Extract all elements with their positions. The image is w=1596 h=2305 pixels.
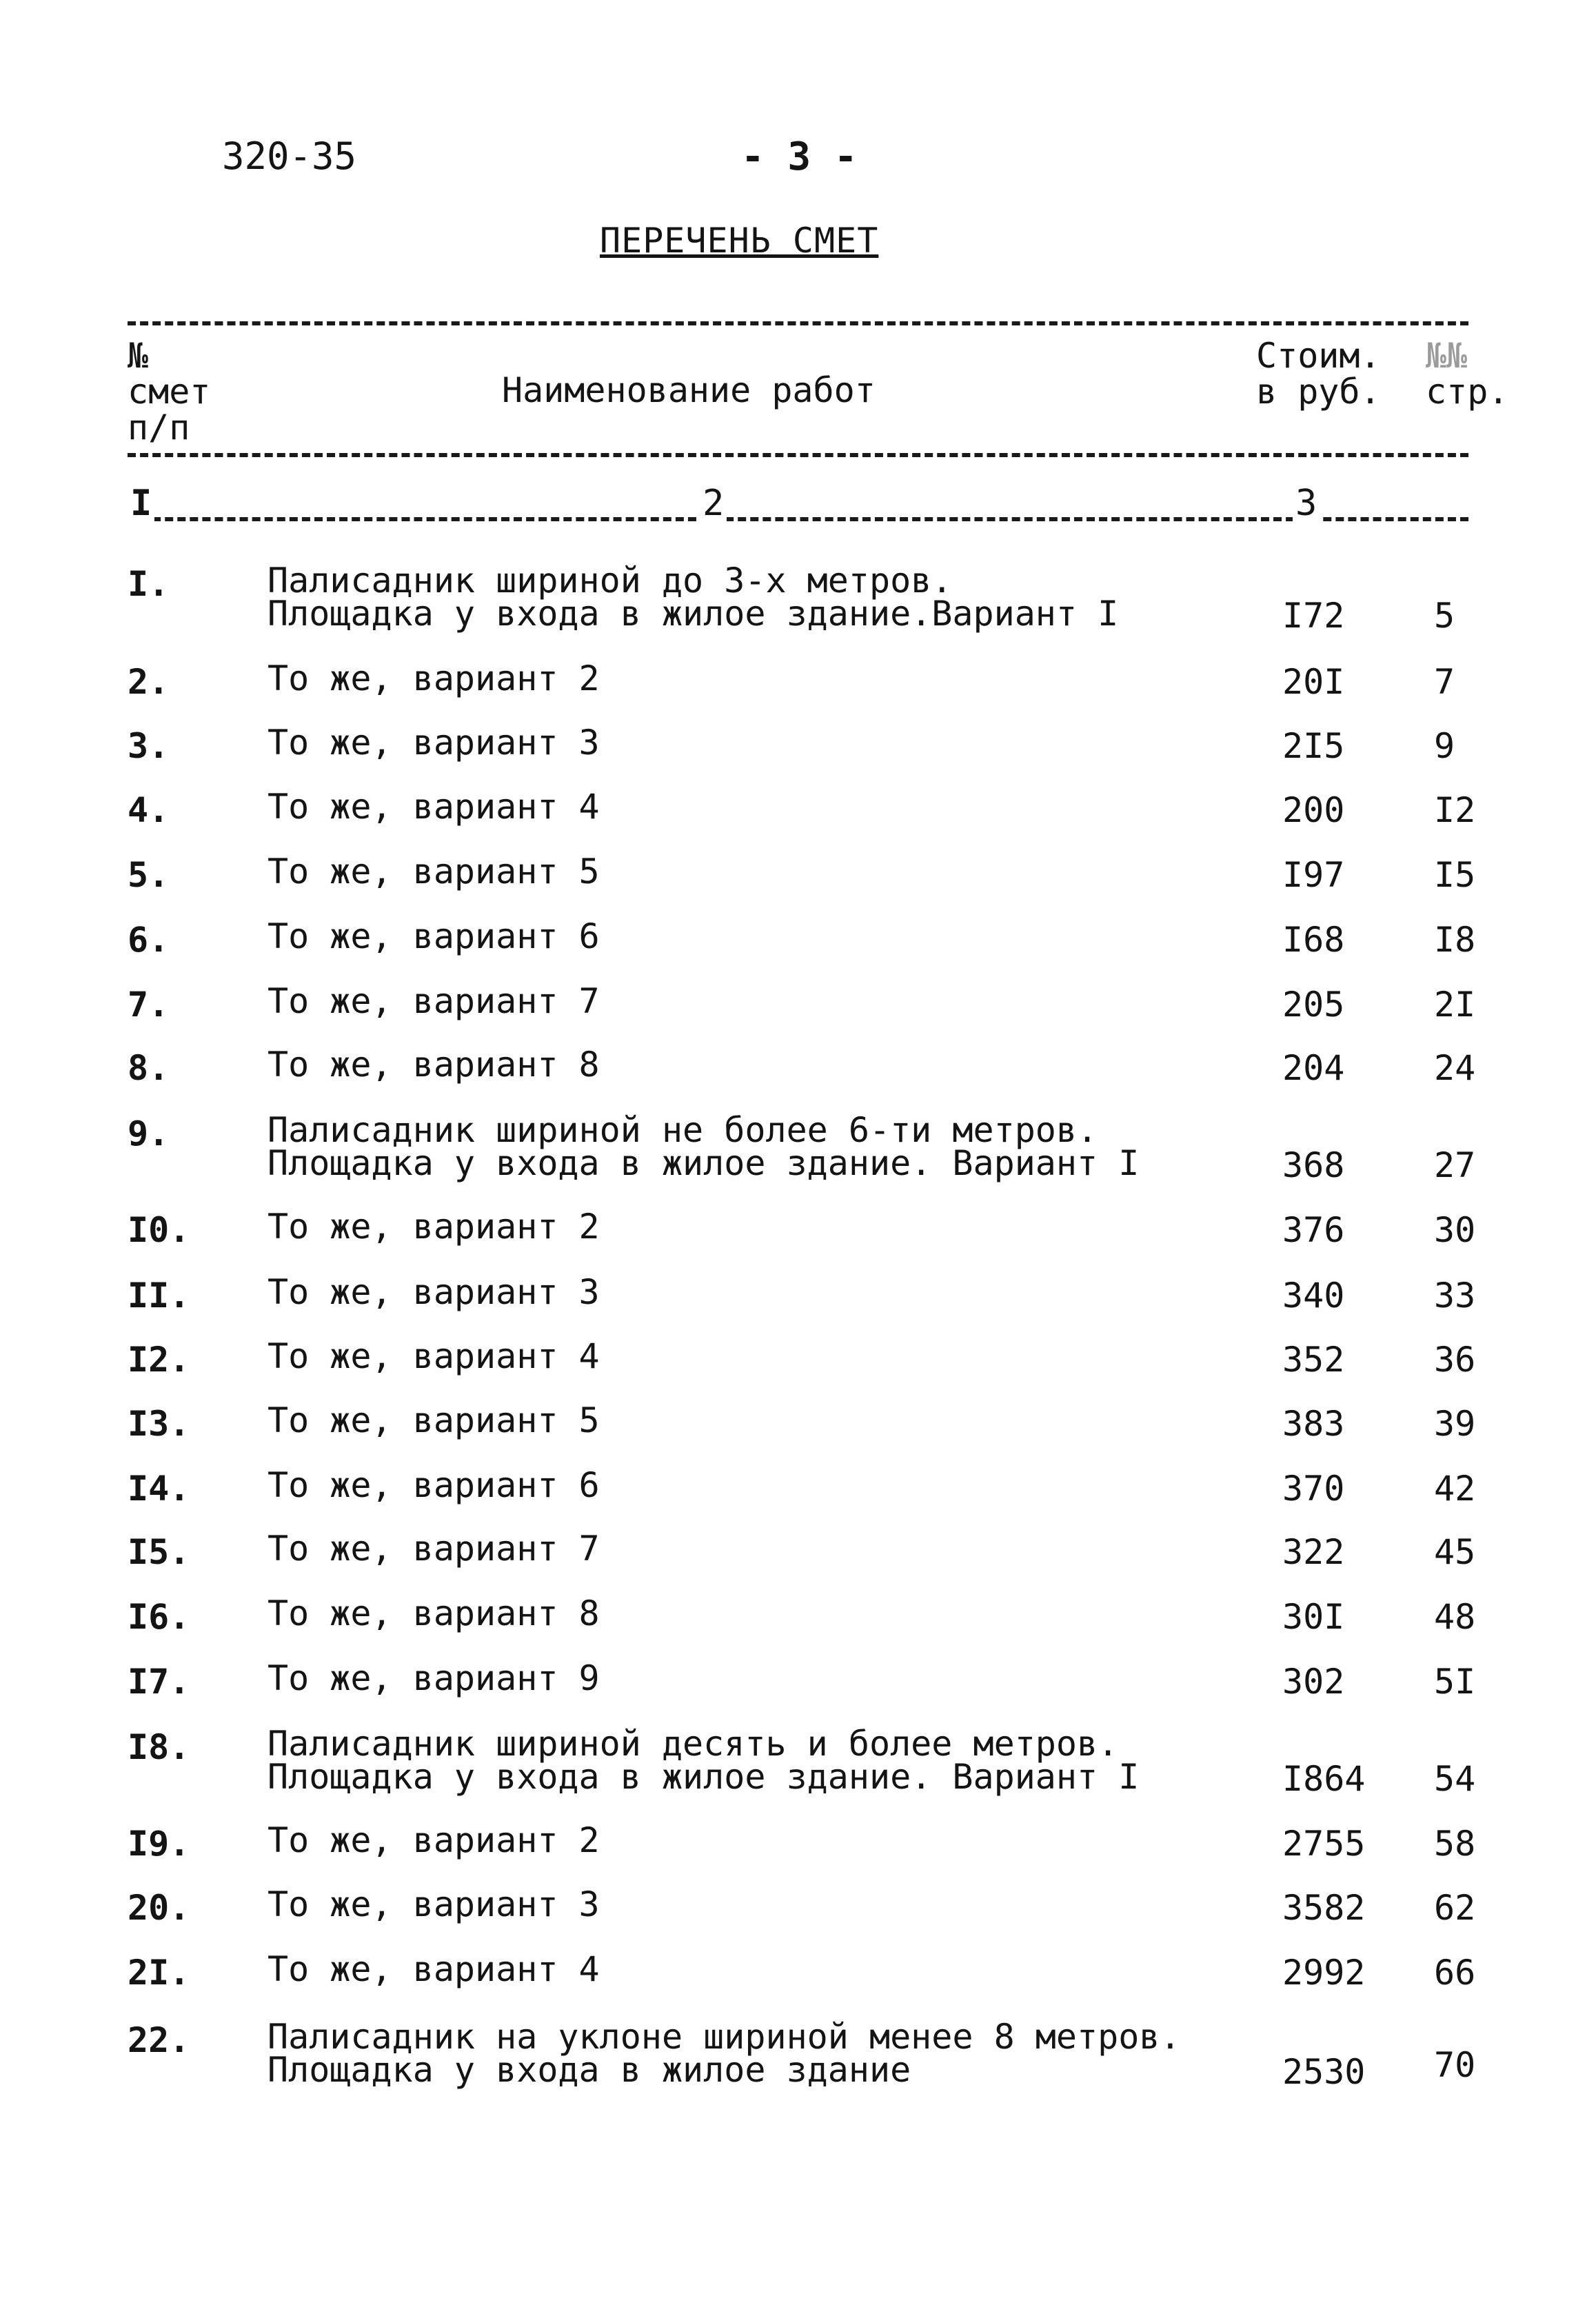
row-number: 5. [128, 855, 170, 895]
row-name: То же, вариант 3 [267, 723, 600, 763]
row-cost: 376 [1282, 1210, 1345, 1250]
row-cost: 2992 [1282, 1953, 1366, 1993]
row-number: I. [128, 564, 170, 604]
page-title: ПЕРЕЧЕНЬ СМЕТ [600, 221, 879, 261]
row-page: 27 [1434, 1145, 1476, 1185]
row-cost: I72 [1282, 596, 1345, 636]
row-number: I0. [128, 1210, 190, 1250]
column-number-3: 3 [1293, 483, 1320, 524]
row-name: То же, вариант 4 [267, 787, 600, 827]
column-header-number-line1: № [128, 336, 149, 376]
row-number: I5. [128, 1532, 190, 1572]
row-cost: 20I [1282, 662, 1345, 702]
row-number: 4. [128, 790, 170, 830]
row-name: Палисадник на уклоне шириной менее 8 метров. Площадка у входа в жилое здание [267, 2017, 1181, 2090]
row-number: I9. [128, 1824, 190, 1864]
row-page: 42 [1434, 1469, 1476, 1509]
row-cost: 368 [1282, 1145, 1345, 1185]
row-cost: 383 [1282, 1404, 1345, 1444]
row-number: 20. [128, 1888, 190, 1928]
row-name: То же, вариант 7 [267, 1529, 600, 1569]
row-page: 70 [1434, 2045, 1476, 2085]
row-cost: 204 [1282, 1048, 1345, 1088]
row-name: То же, вариант 6 [267, 916, 600, 956]
column-numbers-rule [128, 517, 1468, 521]
column-header-name: Наименование работ [502, 370, 876, 410]
row-number: I2. [128, 1340, 190, 1380]
column-header-cost [1256, 338, 1381, 410]
row-cost: 302 [1282, 1662, 1345, 1702]
row-name: Палисадник шириной не более 6-ти метров. Площадка у входа в жилое здание. Вариант I [267, 1110, 1140, 1183]
row-name: То же, вариант 5 [267, 852, 600, 892]
row-number: 2I. [128, 1953, 190, 1993]
row-name: То же, вариант 9 [267, 1658, 600, 1698]
column-header-cost-line2: в руб. [1256, 372, 1381, 412]
column-header-pages-line1: №№ [1426, 336, 1468, 376]
row-cost: 2755 [1282, 1824, 1366, 1864]
row-page: 30 [1434, 1210, 1476, 1250]
row-page: 48 [1434, 1597, 1476, 1637]
row-cost: I864 [1282, 1759, 1366, 1799]
document-code: 320-35 [222, 134, 357, 178]
column-header-pages-line2: стр. [1426, 372, 1509, 412]
row-page: I8 [1434, 920, 1476, 960]
row-name: Палисадник шириной десять и более метров. Площадка у входа в жилое здание. Вариант I [267, 1724, 1140, 1797]
row-page: 45 [1434, 1532, 1476, 1572]
row-cost: 370 [1282, 1469, 1345, 1509]
column-header-pages [1426, 338, 1508, 410]
column-header-number [128, 338, 210, 445]
row-cost: I68 [1282, 920, 1345, 960]
row-name: То же, вариант 3 [267, 1884, 600, 1924]
row-cost: 322 [1282, 1532, 1345, 1572]
row-page: 7 [1434, 662, 1455, 702]
row-name: Палисадник шириной до 3-х метров. Площадка у входа в жилое здание.Вариант I [267, 561, 1119, 634]
row-number: I4. [128, 1469, 190, 1509]
row-number: I3. [128, 1404, 190, 1444]
row-page: 39 [1434, 1404, 1476, 1444]
row-cost: 2I5 [1282, 726, 1345, 766]
row-page: 33 [1434, 1276, 1476, 1316]
page-number: - 3 - [741, 134, 858, 179]
row-name: То же, вариант 7 [267, 981, 600, 1021]
column-header-number-line3: п/п [128, 407, 190, 447]
row-name: То же, вариант 2 [267, 658, 600, 698]
row-page: 54 [1434, 1759, 1476, 1799]
row-number: 7. [128, 985, 170, 1025]
row-number: 3. [128, 726, 170, 766]
row-page: 66 [1434, 1953, 1476, 1993]
row-name: То же, вариант 8 [267, 1045, 600, 1085]
row-number: 9. [128, 1114, 170, 1154]
row-cost: 205 [1282, 985, 1345, 1025]
row-page: 5I [1434, 1662, 1476, 1702]
row-page: 58 [1434, 1824, 1476, 1864]
row-name: То же, вариант 5 [267, 1400, 600, 1440]
column-number-1: I [128, 483, 154, 524]
row-name: То же, вариант 2 [267, 1207, 600, 1247]
row-number: 6. [128, 920, 170, 960]
row-number: 22. [128, 2020, 190, 2060]
row-name: То же, вариант 8 [267, 1593, 600, 1633]
header-top-rule [128, 321, 1468, 325]
column-header-cost-line1: Стоим. [1256, 336, 1381, 376]
row-page: 62 [1434, 1888, 1476, 1928]
row-number: I8. [128, 1727, 190, 1767]
row-page: I5 [1434, 855, 1476, 895]
row-page: 9 [1434, 726, 1455, 766]
row-page: 5 [1434, 596, 1455, 636]
row-cost: 200 [1282, 790, 1345, 830]
row-cost: 3582 [1282, 1888, 1366, 1928]
row-number: I7. [128, 1662, 190, 1702]
row-number: II. [128, 1276, 190, 1316]
column-number-2: 2 [700, 483, 727, 524]
row-name: То же, вариант 3 [267, 1272, 600, 1312]
row-number: I6. [128, 1597, 190, 1637]
row-page: 2I [1434, 985, 1476, 1025]
row-name: То же, вариант 2 [267, 1820, 600, 1860]
row-number: 2. [128, 662, 170, 702]
row-cost: 340 [1282, 1276, 1345, 1316]
row-cost: I97 [1282, 855, 1345, 895]
row-name: То же, вариант 4 [267, 1336, 600, 1376]
header-bottom-rule [128, 453, 1468, 457]
row-number: 8. [128, 1048, 170, 1088]
column-header-number-line2: смет [128, 372, 211, 412]
row-cost: 30I [1282, 1597, 1345, 1637]
row-cost: 2530 [1282, 2052, 1366, 2092]
row-page: 24 [1434, 1048, 1476, 1088]
row-name: То же, вариант 6 [267, 1465, 600, 1505]
row-page: 36 [1434, 1340, 1476, 1380]
row-cost: 352 [1282, 1340, 1345, 1380]
row-page: I2 [1434, 790, 1476, 830]
row-name: То же, вариант 4 [267, 1949, 600, 1989]
